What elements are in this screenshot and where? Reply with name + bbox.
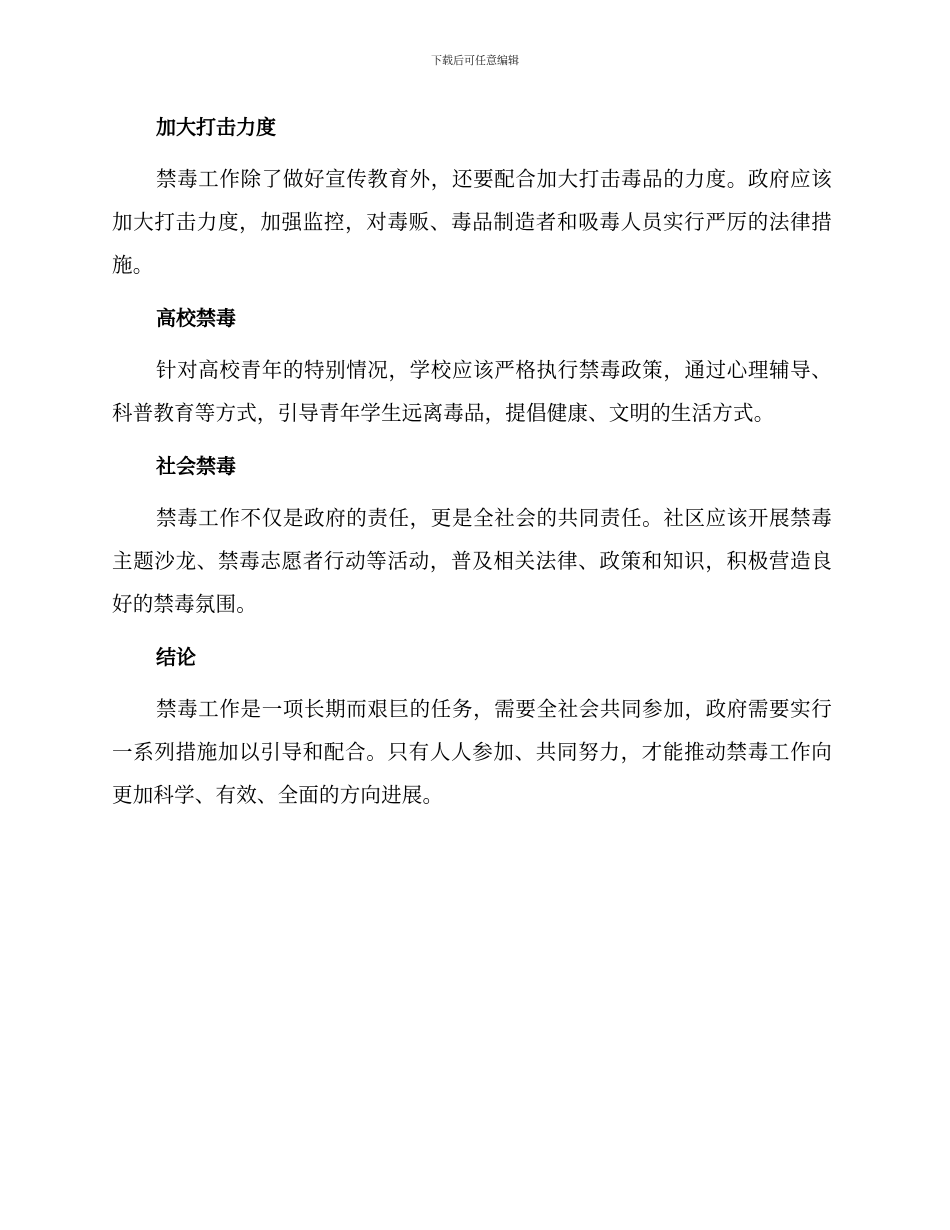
section-campus-drug-control xyxy=(112,299,832,435)
section-conclusion xyxy=(112,638,832,817)
section-heading: 高校禁毒 xyxy=(156,306,236,330)
section-paragraph: 禁毒工作不仅是政府的责任，更是全社会的共同责任。社区应该开展禁毒主题沙龙、禁毒志愿者行动等活动，普及相关法律、政策和知识，积极营造良好的禁毒氛围。 xyxy=(112,506,832,616)
section-heading: 加大打击力度 xyxy=(156,115,276,139)
section-paragraph: 针对高校青年的特别情况，学校应该严格执行禁毒政策，通过心理辅导、科普教育等方式，引导青年学生远离毒品，提倡健康、文明的生活方式。 xyxy=(112,358,832,425)
section-social-drug-control xyxy=(112,447,832,626)
section-heading: 社会禁毒 xyxy=(156,454,236,478)
section-paragraph: 禁毒工作除了做好宣传教育外，还要配合加大打击毒品的力度。政府应该加大打击力度，加强监控，对毒贩、毒品制造者和吸毒人员实行严厉的法律措施。 xyxy=(112,167,832,277)
document-content xyxy=(112,108,832,829)
section-crackdown xyxy=(112,108,832,287)
section-heading: 结论 xyxy=(156,645,196,669)
page-header-note: 下载后可任意编辑 xyxy=(431,54,519,67)
section-paragraph: 禁毒工作是一项长期而艰巨的任务，需要全社会共同参加，政府需要实行一系列措施加以引导和配合。只有人人参加、共同努力，才能推动禁毒工作向更加科学、有效、全面的方向进展。 xyxy=(112,697,832,807)
